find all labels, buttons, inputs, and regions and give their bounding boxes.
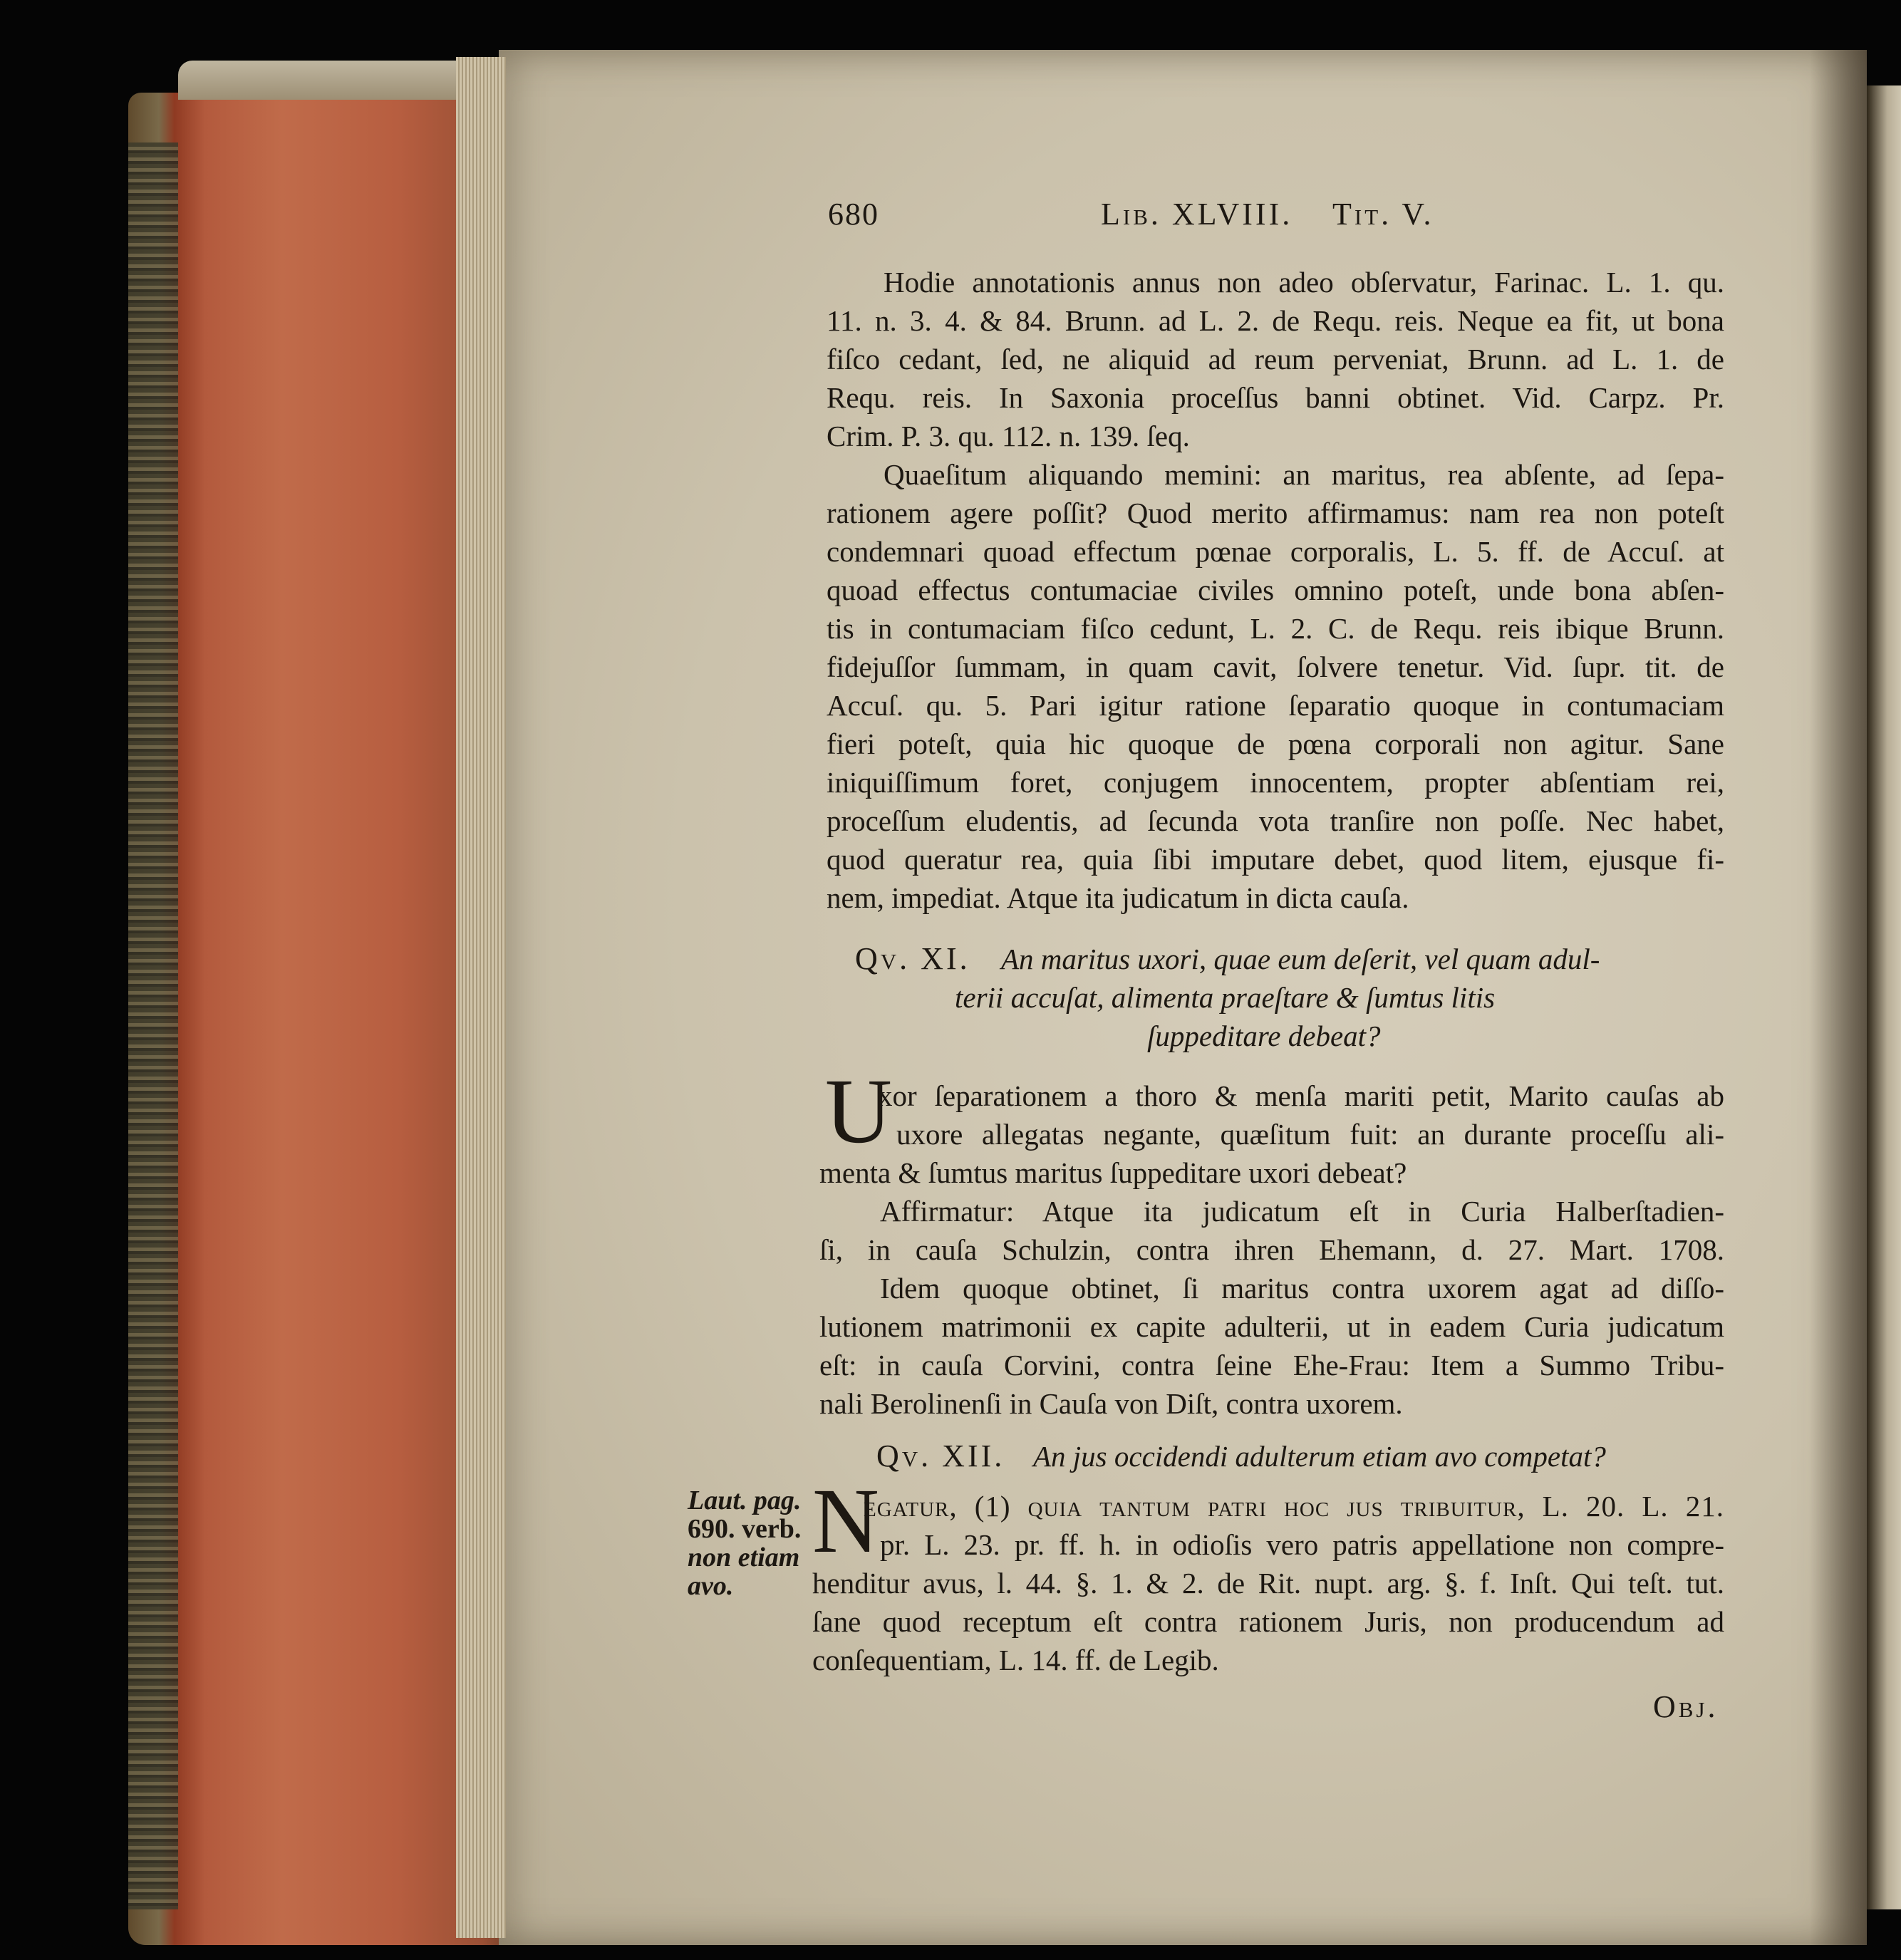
question-label: Qv. XI. — [855, 941, 970, 976]
text-line: fidejuſſor ſummam, in quam cavit, ſolvere tenetur. Vid. ſupr. tit. de — [827, 650, 1724, 683]
text-line: xor ſeparationem a thoro & menſa mariti petit, Marito cauſas ab — [878, 1079, 1724, 1112]
page-number: 680 — [828, 197, 879, 232]
text-line: menta & ſumtus maritus ſuppeditare uxori debeat? — [819, 1156, 1407, 1189]
page-stack — [456, 57, 506, 1938]
text-line: rationem agere poſſit? Quod merito affirmamus: nam rea non poteſt — [827, 497, 1724, 529]
question-title-line: An maritus uxori, quae eum deſerit, vel quam adul- — [1001, 943, 1600, 975]
text-line: proceſſum eludentis, ad ſecunda vota tranſire non poſſe. Nec habet, — [827, 804, 1724, 837]
text-line: Quaeſitum aliquando memini: an maritus, rea abſente, ad ſepa- — [884, 458, 1724, 491]
running-title-part: Tit. V. — [1332, 197, 1434, 232]
catchword: Obj. — [1653, 1689, 1719, 1724]
drop-cap: N — [812, 1470, 879, 1572]
facing-page-edge — [1867, 85, 1901, 1909]
text-line: nem, impediat. Atque ita judicatum in dicta cauſa. — [827, 881, 1409, 914]
question-title-line: terii accuſat, alimenta praeſtare & ſumtus litis — [955, 981, 1496, 1014]
text-line: Accuſ. qu. 5. Pari igitur ratione ſeparatio quoque in contumaciam — [827, 689, 1724, 722]
text-line: pr. L. 23. pr. ff. h. in odioſis vero patris appellatione non compre- — [880, 1528, 1724, 1561]
text-line: Hodie annotationis annus non adeo obſervatur, Farinac. L. 1. qu. — [884, 266, 1724, 299]
text-line: henditur avus, l. 44. §. 1. & 2. de Rit. nupt. arg. §. f. Inſt. Qui teſt. tut. — [812, 1567, 1724, 1599]
text-line: ſi, in cauſa Schulzin, contra ihren Ehemann, d. 27. Mart. 1708. — [819, 1233, 1724, 1266]
text-line: fieri poteſt, quia hic quoque de pœna corporali non agitur. Sane — [827, 727, 1724, 760]
text-line: Requ. reis. In Saxonia proceſſus banni obtinet. Vid. Carpz. Pr. — [827, 381, 1724, 414]
running-title: Lib. XLVIII. — [1101, 197, 1293, 232]
text-line: 11. n. 3. 4. & 84. Brunn. ad L. 2. de Requ. reis. Neque ea fit, ut bona — [827, 304, 1724, 337]
text-line: nali Berolinenſi in Cauſa von Diſt, contra uxorem. — [819, 1387, 1403, 1420]
text-line: iniquiſſimum foret, conjugem innocentem, propter abſentiam rei, — [827, 766, 1724, 799]
text-line: egatur, (1) quia tantum patri hoc jus tribuitur, L. 20. L. 21. — [864, 1490, 1724, 1523]
text-line: condemnari quoad effectum pœnae corporalis, L. 5. ff. de Accuſ. at — [827, 535, 1724, 568]
margin-note-line: avo. — [688, 1571, 734, 1601]
text-line: quod queratur rea, quia ſibi imputare debet, quod litem, ejusque fi- — [827, 843, 1724, 876]
text-line: fiſco cedant, ſed, ne aliquid ad reum perveniat, Brunn. ad L. 1. de — [827, 343, 1724, 375]
margin-note-line: non etiam — [688, 1542, 800, 1572]
drop-cap: U — [825, 1060, 892, 1163]
text-line: Crim. P. 3. qu. 112. n. 139. ſeq. — [827, 420, 1190, 452]
margin-note-line: 690. verb. — [688, 1514, 802, 1544]
text-line: eſt: in cauſa Corvini, contra ſeine Ehe-Frau: Item a Summo Tribu- — [819, 1349, 1724, 1381]
text-line: conſequentiam, L. 14. ff. de Legib. — [812, 1644, 1219, 1676]
text-line: ſane quod receptum eſt contra rationem Juris, non producendum ad — [812, 1605, 1724, 1638]
text-line: quoad effectus contumaciae civiles omnino poteſt, unde bona abſen- — [827, 574, 1724, 606]
question-title-line: ſuppeditare debeat? — [1147, 1020, 1381, 1052]
text-line: tis in contumaciam fiſco cedunt, L. 2. C. de Requ. reis ibique Brunn. — [827, 612, 1724, 645]
text-line: uxore allegatas negante, quæſitum fuit: an durante proceſſu ali- — [896, 1118, 1724, 1151]
question-title: An jus occidendi adulterum etiam avo competat? — [1033, 1440, 1606, 1473]
text-line: Idem quoque obtinet, ſi maritus contra uxorem agat ad diſſo- — [880, 1272, 1724, 1305]
page-gutter — [1810, 50, 1867, 1945]
book-fore-edge — [128, 93, 513, 1945]
margin-note-line: Laut. pag. — [688, 1485, 802, 1515]
book-cover-edge — [128, 142, 178, 1909]
question-label: Qv. XII. — [876, 1438, 1005, 1473]
text-line: lutionem matrimonii ex capite adulterii, ut in eadem Curia judicatum — [819, 1310, 1724, 1343]
text-line: Affirmatur: Atque ita judicatum eſt in Curia Halberſtadien- — [880, 1195, 1724, 1228]
